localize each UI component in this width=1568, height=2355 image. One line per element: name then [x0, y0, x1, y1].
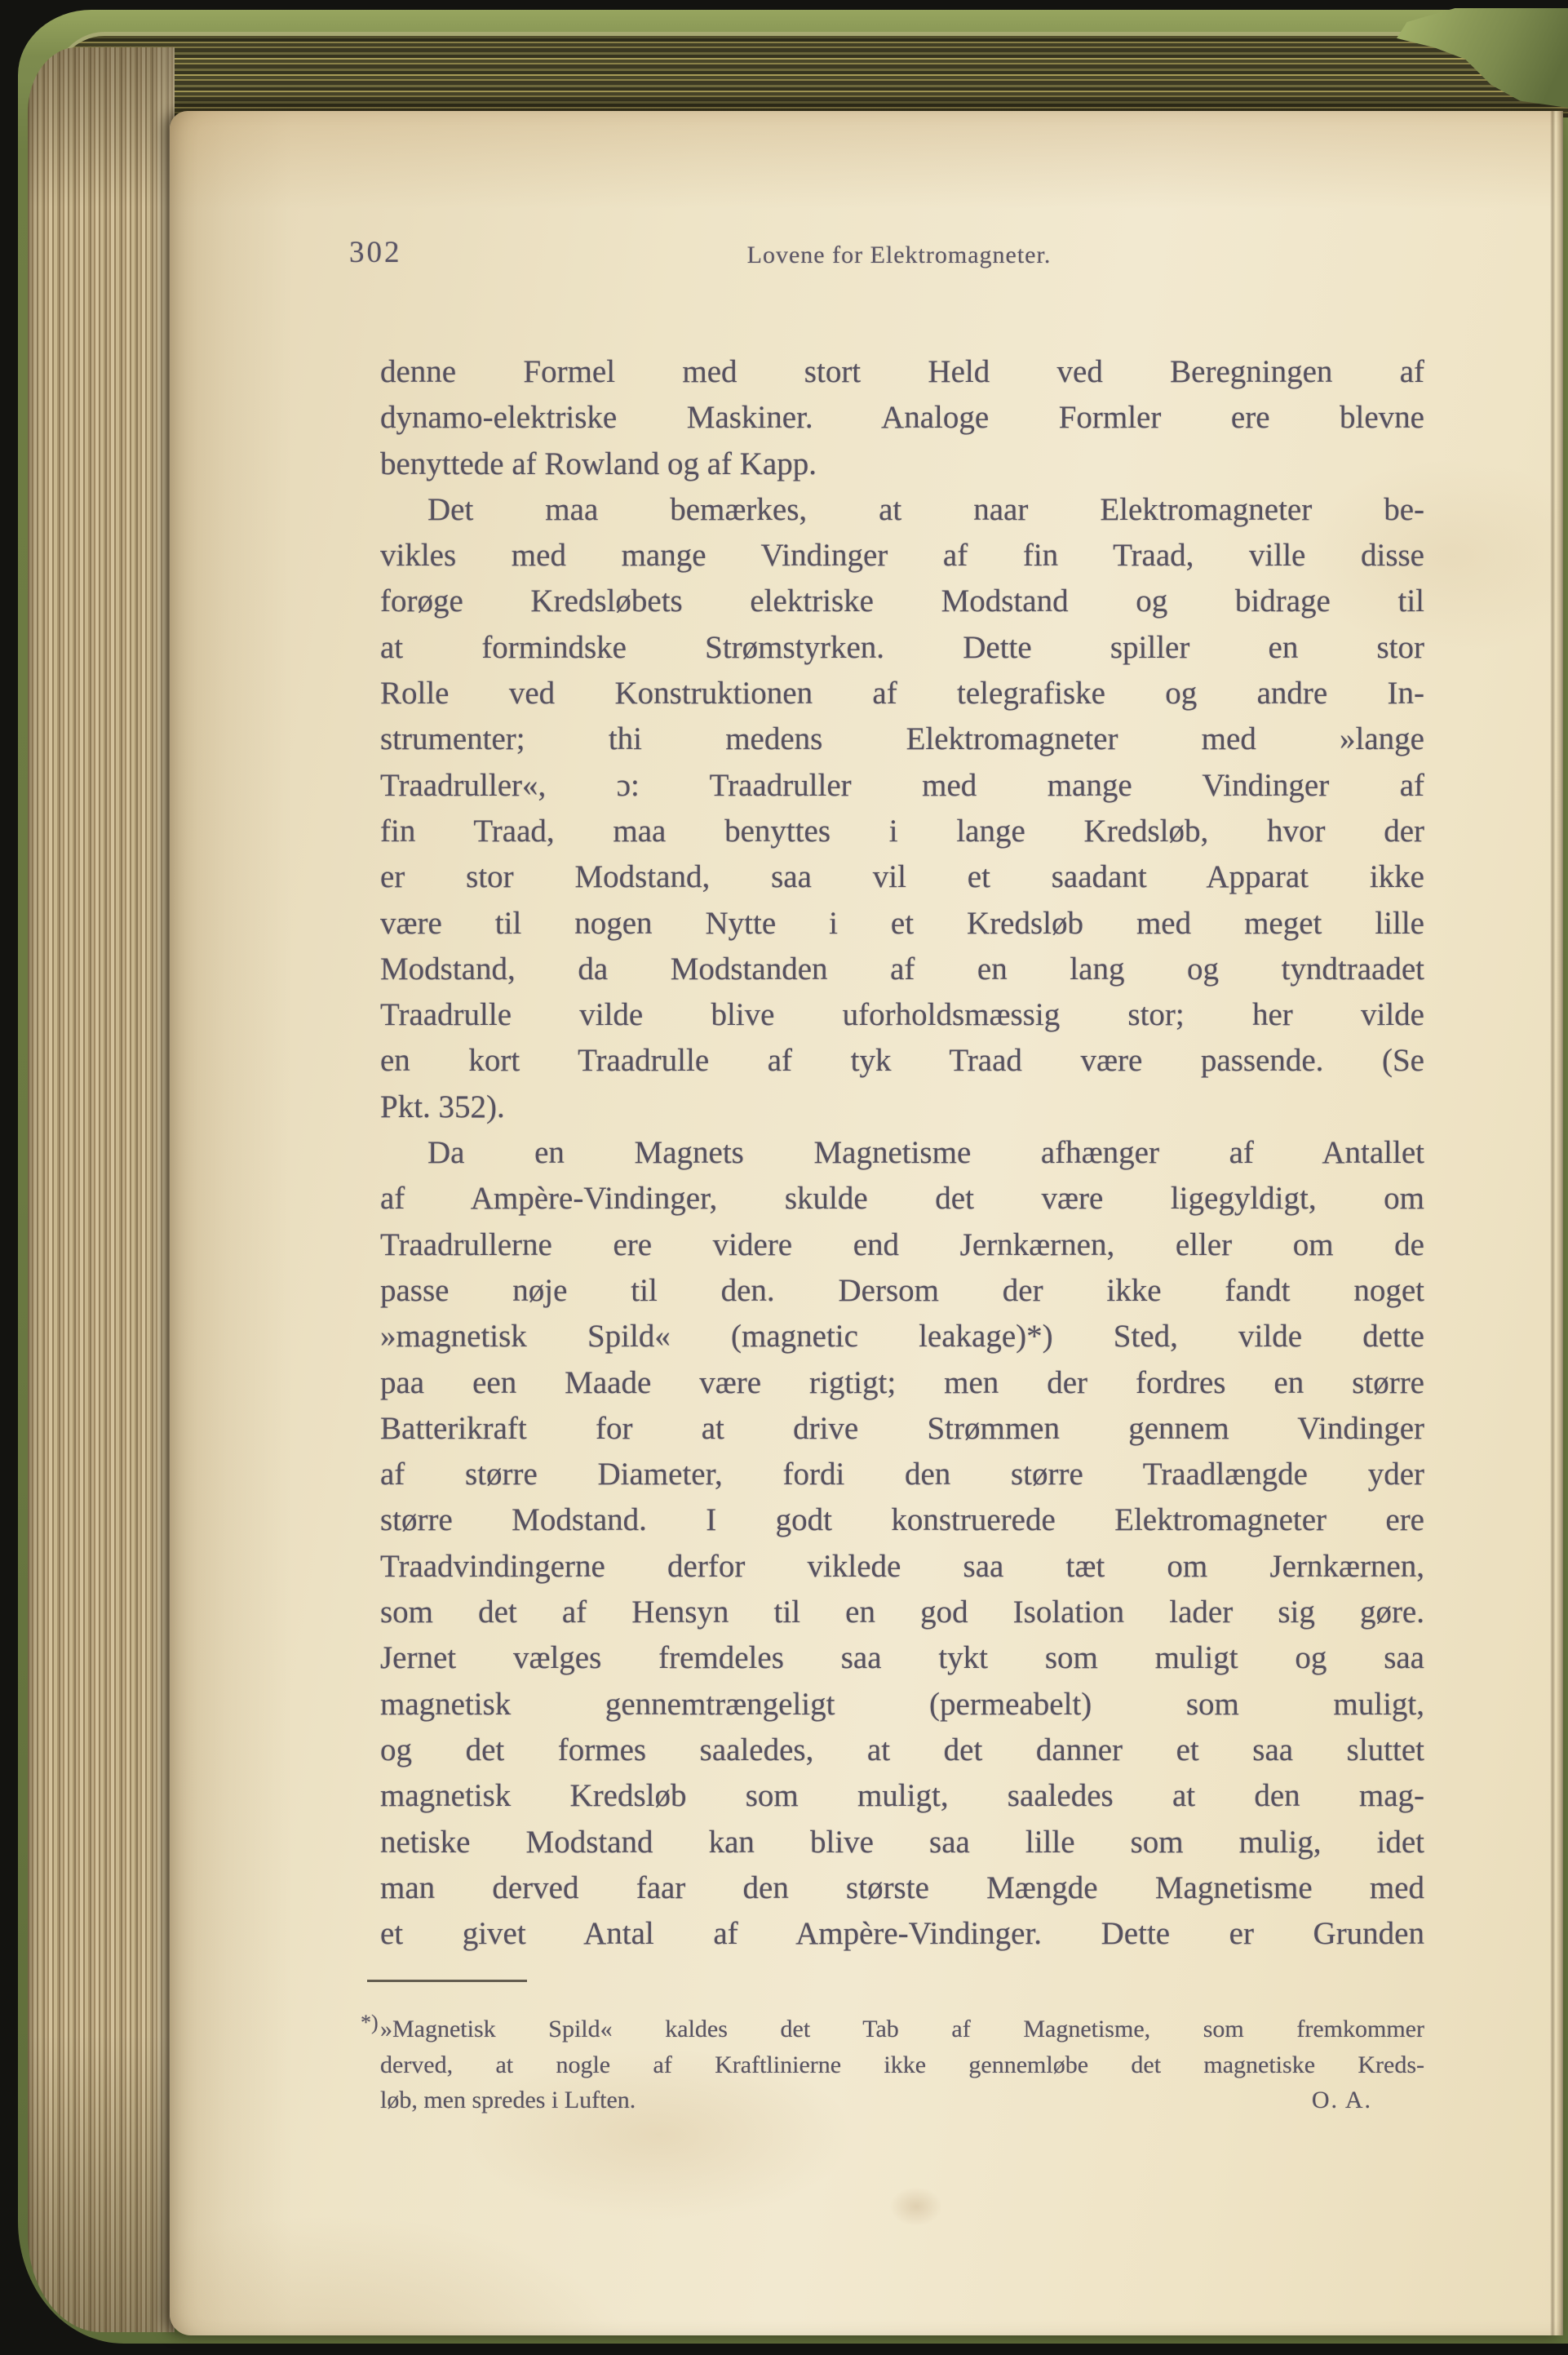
- body-line: paa een Maade være rigtigt; men der fordres en større: [380, 1364, 1424, 1400]
- body-line: Da en Magnets Magnetisme afhænger af Antallet: [427, 1135, 1424, 1171]
- body-line: magnetisk gennemtrængeligt (permeabelt) som muligt,: [380, 1686, 1424, 1722]
- page-number: 302: [349, 236, 402, 269]
- body-line: vikles med mange Vindinger af fin Traad, ville disse: [380, 538, 1424, 574]
- body-line: er stor Modstand, saa vil et saadant Apparat ikke: [380, 859, 1424, 895]
- body-line: af Ampère-Vindinger, skulde det være ligegyldigt, om: [380, 1181, 1424, 1217]
- body-line: at formindske Strømstyrken. Dette spiller en stor: [380, 629, 1424, 665]
- body-line: Batterikraft for at drive Strømmen gennem Vindinger: [380, 1410, 1424, 1446]
- body-line: dynamo-elektriske Maskiner. Analoge Formler ere blevne: [380, 400, 1424, 436]
- body-line: større Modstand. I godt konstruerede Elektromagneter ere: [380, 1502, 1424, 1538]
- footnote-line: derved, at nogle af Kraftlinierne ikke gennemløbe det magnetiske Kreds-: [380, 2051, 1424, 2078]
- page-stack-edge: [28, 47, 175, 2332]
- body-line: et givet Antal af Ampère-Vindinger. Dette er Grunden: [380, 1916, 1424, 1952]
- body-line: »magnetisk Spild« (magnetic leakage)*) Sted, vilde dette: [380, 1319, 1424, 1355]
- body-line: Traadruller«, ɔ: Traadruller med mange Vindinger af: [380, 767, 1424, 803]
- footnote-line: løb, men spredes i Luften.: [380, 2087, 636, 2113]
- body-line: Traadrulle vilde blive uforholdsmæssig stor; her vilde: [380, 997, 1424, 1033]
- body-text: [380, 349, 1424, 1957]
- body-line: forøge Kredsløbets elektriske Modstand og bidrage til: [380, 583, 1424, 619]
- body-line: en kort Traadrulle af tyk Traad være passende. (Se: [380, 1043, 1424, 1079]
- book-page: [170, 111, 1563, 2335]
- body-line: Pkt. 352).: [380, 1089, 505, 1124]
- body-line: strumenter; thi medens Elektromagneter med »lange: [380, 721, 1424, 757]
- body-line: netiske Modstand kan blive saa lille som mulig, idet: [380, 1824, 1424, 1860]
- body-line: og det formes saaledes, at det danner et saa sluttet: [380, 1732, 1424, 1767]
- body-line: magnetisk Kredsløb som muligt, saaledes at den mag-: [380, 1778, 1424, 1814]
- body-line: denne Formel med stort Held ved Beregningen af: [380, 354, 1424, 389]
- body-line: af større Diameter, fordi den større Traadlængde yder: [380, 1457, 1424, 1492]
- body-line: passe nøje til den. Dersom der ikke fandt noget: [380, 1272, 1424, 1308]
- footnote-signature: O. A.: [1311, 2086, 1372, 2113]
- footnote-line: »Magnetisk Spild« kaldes det Tab af Magnetisme, som fremkommer: [380, 2016, 1424, 2042]
- body-line: som det af Hensyn til en god Isolation lader sig gøre.: [380, 1594, 1424, 1630]
- footnote-separator: [367, 1980, 527, 1982]
- body-line: Modstand, da Modstanden af en lang og tyndtraadet: [380, 951, 1424, 987]
- body-line: Rolle ved Konstruktionen af telegrafiske og andre In-: [380, 676, 1424, 712]
- body-line: Jernet vælges fremdeles saa tykt som muligt og saa: [380, 1640, 1424, 1676]
- footnote: [361, 2011, 1424, 2121]
- body-line: benyttede af Rowland og af Kapp.: [380, 446, 817, 481]
- footnote-marker: *): [361, 2011, 379, 2034]
- body-line: Det maa bemærkes, at naar Elektromagneter be-: [427, 491, 1424, 527]
- body-line: Traadrullerne ere videre end Jernkærnen, eller om de: [380, 1226, 1424, 1262]
- book-top-gilt-edge: [47, 36, 1568, 118]
- body-line: Traadvindingerne derfor viklede saa tæt om Jernkærnen,: [380, 1548, 1424, 1584]
- body-line: man derved faar den største Mængde Magnetisme med: [380, 1869, 1424, 1905]
- footnote-lines: [380, 2011, 1424, 2118]
- running-title: Lovene for Elektromagneter.: [746, 242, 1052, 268]
- body-line: være til nogen Nytte i et Kredsløb med meget lille: [380, 905, 1424, 941]
- body-line: fin Traad, maa benyttes i lange Kredsløb, hvor der: [380, 813, 1424, 849]
